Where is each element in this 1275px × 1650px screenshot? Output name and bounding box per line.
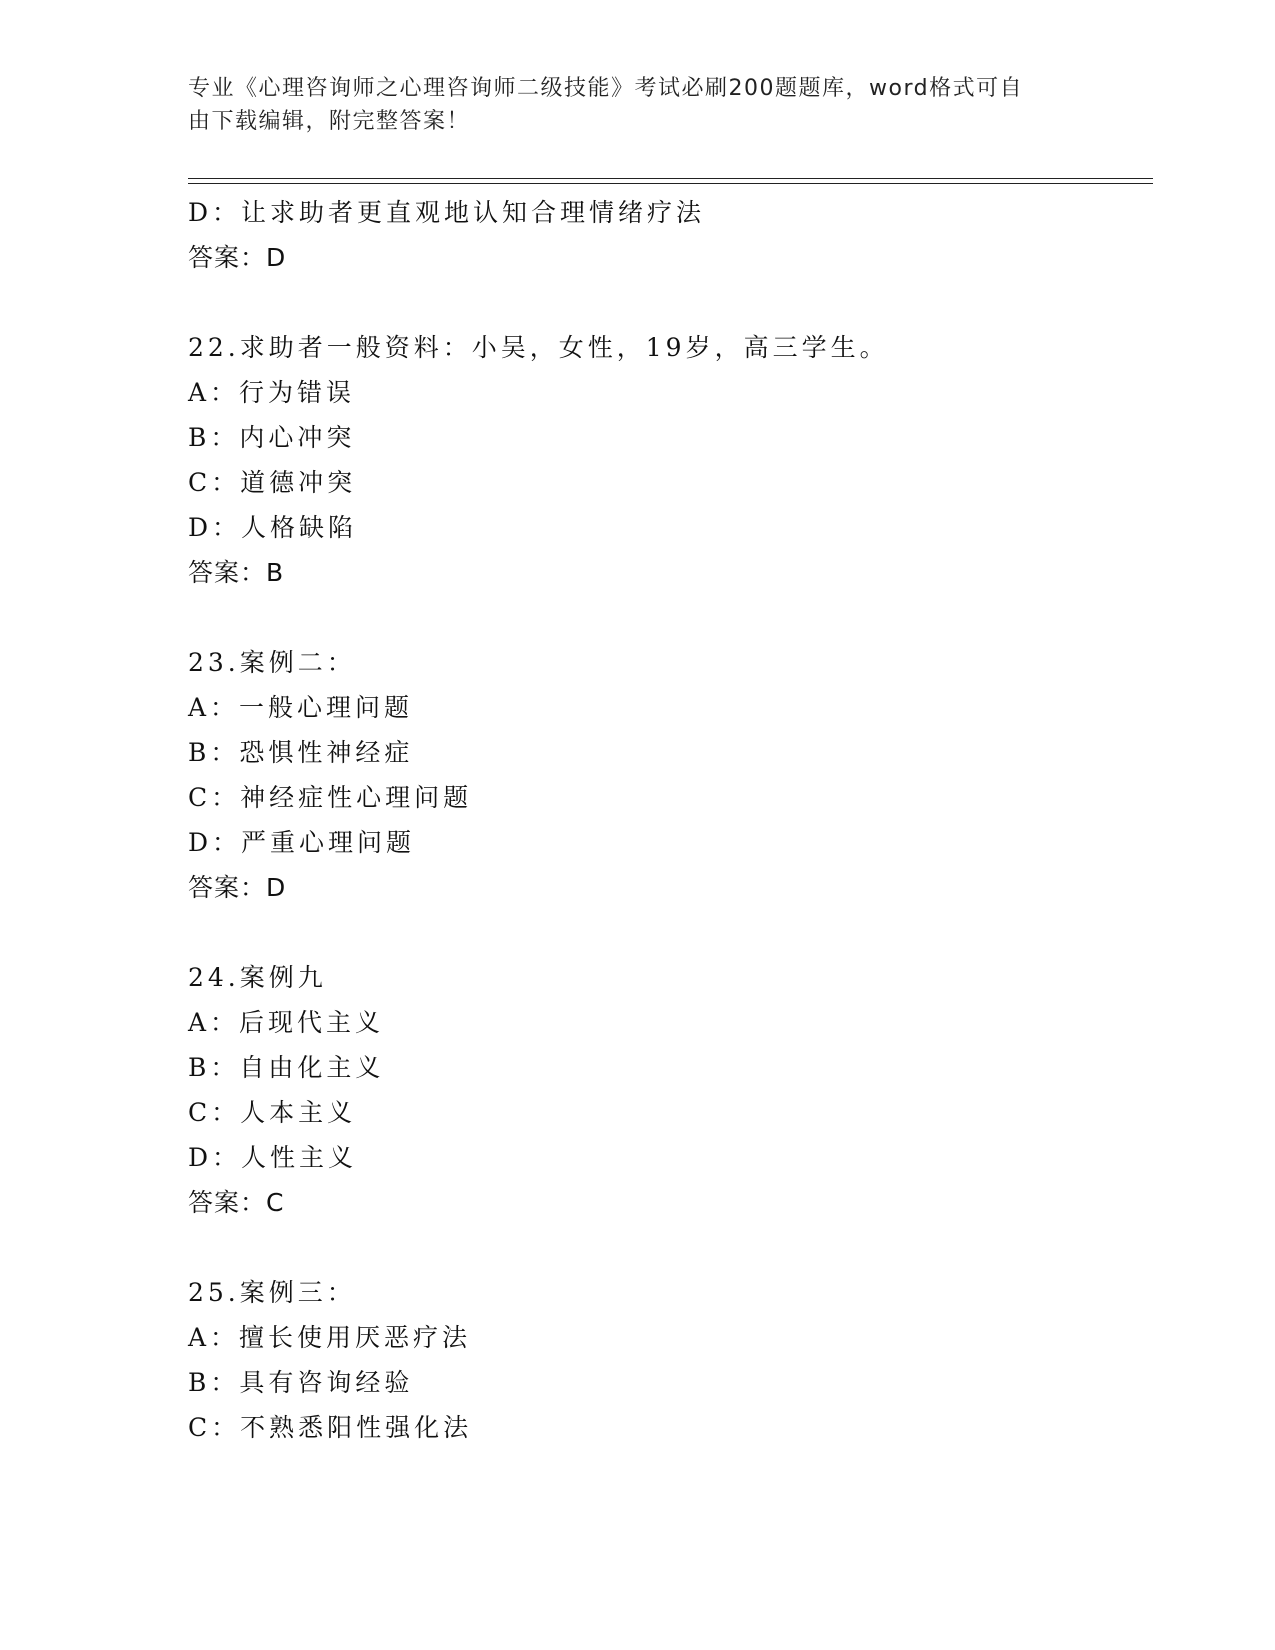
question-23 [188, 640, 1153, 910]
option-b: B：内心冲突 [188, 423, 356, 452]
option-c: C：神经症性心理问题 [188, 783, 473, 812]
option-d: D：人格缺陷 [188, 513, 358, 542]
question-text: 24.案例九 [188, 963, 327, 992]
header-line-1: 专业《心理咨询师之心理咨询师二级技能》考试必刷200题题库，word格式可自 [188, 76, 1024, 101]
option-c: C：人本主义 [188, 1098, 357, 1127]
option-b: B：自由化主义 [188, 1053, 385, 1082]
option-d: D：严重心理问题 [188, 828, 416, 857]
header-rule-bottom [188, 183, 1153, 184]
answer-line: 答案：C [188, 1188, 285, 1217]
question-text: 25.案例三： [188, 1278, 356, 1307]
question-21-tail [188, 190, 1153, 280]
question-text: 22.求助者一般资料：小吴，女性，19岁，高三学生。 [188, 333, 889, 362]
question-24 [188, 955, 1153, 1225]
answer-line: 答案：B [188, 558, 285, 587]
option-d: D：让求助者更直观地认知合理情绪疗法 [188, 198, 706, 227]
option-c: C：道德冲突 [188, 468, 357, 497]
document-header [188, 72, 1068, 138]
question-text: 23.案例二： [188, 648, 356, 677]
option-b: B：恐惧性神经症 [188, 738, 414, 767]
option-a: A：一般心理问题 [188, 693, 414, 722]
answer-line: 答案：D [188, 243, 287, 272]
option-a: A：行为错误 [188, 378, 356, 407]
question-25 [188, 1270, 1153, 1450]
option-a: A：擅长使用厌恶疗法 [188, 1323, 472, 1352]
question-22 [188, 325, 1153, 595]
header-line-2: 由下载编辑，附完整答案！ [188, 109, 471, 134]
option-a: A：后现代主义 [188, 1008, 385, 1037]
header-rule-top [188, 178, 1153, 179]
option-c: C：不熟悉阳性强化法 [188, 1413, 473, 1442]
option-b: B：具有咨询经验 [188, 1368, 414, 1397]
option-d: D：人性主义 [188, 1143, 358, 1172]
question-list [188, 190, 1153, 1450]
answer-line: 答案：D [188, 873, 287, 902]
